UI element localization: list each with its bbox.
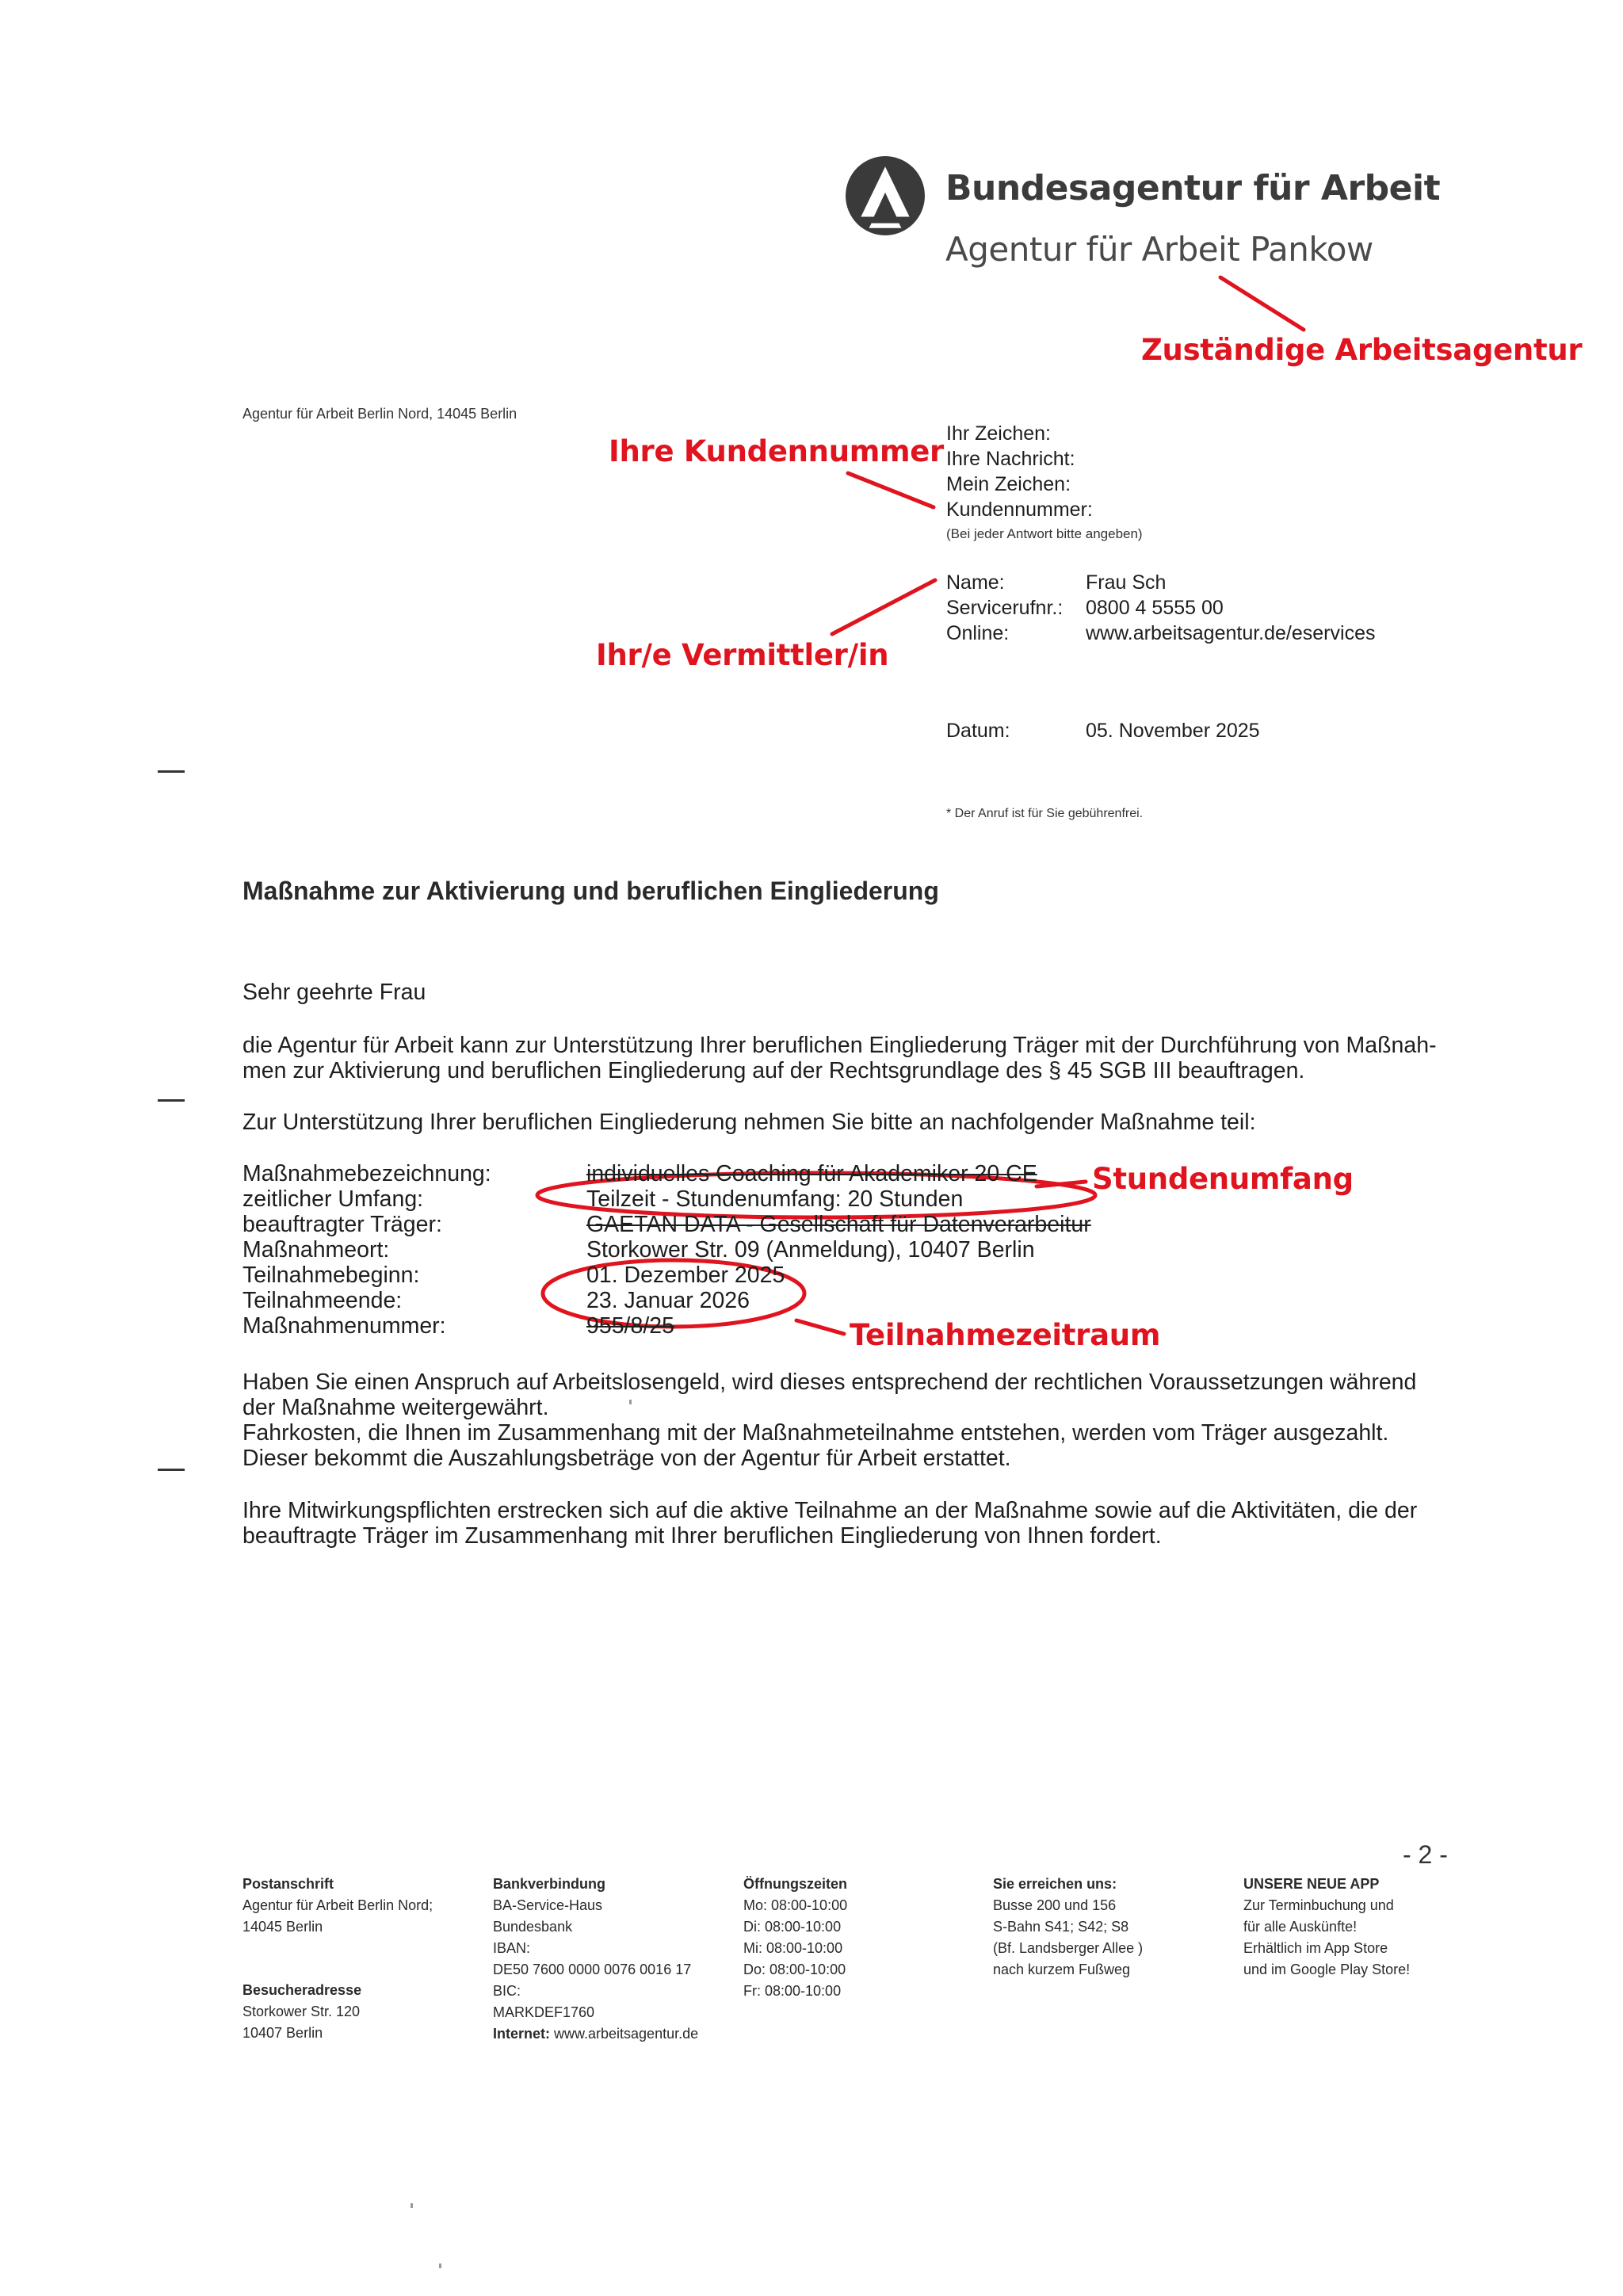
scan-speck <box>629 1400 632 1404</box>
ref-ihre-nachricht: Ihre Nachricht: <box>946 448 1075 470</box>
footer-internet-link[interactable]: www.arbeitsagentur.de <box>550 2026 699 2042</box>
footer-reach-title: Sie erreichen uns: <box>993 1876 1117 1892</box>
detail-label-nummer: Maßnahmenummer: <box>242 1313 446 1339</box>
footer-bank-line: MARKDEF1760 <box>493 2004 595 2020</box>
detail-label-umfang: zeitlicher Umfang: <box>242 1186 424 1212</box>
org-name: Bundesagentur für Arbeit <box>945 168 1441 208</box>
detail-label-bezeichnung: Maßnahmebezeichnung: <box>242 1161 491 1186</box>
footer-bank-line: DE50 7600 0000 0076 0016 17 <box>493 1962 692 1977</box>
footer-hours-line: Di: 08:00-10:00 <box>743 1919 842 1935</box>
footer-bank-title: Bankverbindung <box>493 1876 606 1892</box>
footer-besucheradresse <box>242 1980 361 2044</box>
ref-ihr-zeichen: Ihr Zeichen: <box>946 422 1052 445</box>
salutation: Sehr geehrte Frau <box>242 980 426 1005</box>
footer-postanschrift-line: 14045 Berlin <box>242 1919 323 1935</box>
annotation-hours: Stundenumfang <box>1092 1162 1354 1196</box>
call-footnote: * Der Anruf ist für Sie gebührenfrei. <box>946 807 1144 820</box>
footer-reach-line: (Bf. Landsberger Allee ) <box>993 1940 1144 1956</box>
paragraph-1-line-2: men zur Aktivierung und beruflichen Eingliederung auf der Rechtsgrundlage des § 45 SGB III beauftragen. <box>242 1058 1305 1083</box>
footer-internet-label: Internet: <box>493 2026 550 2042</box>
paragraph-1-line-1: die Agentur für Arbeit kann zur Unterstützung Ihrer beruflichen Eingliederung Träger mit der Durchführung von Maßnah- <box>242 1033 1437 1058</box>
contact-service-value: 0800 4 5555 00 <box>1086 597 1224 619</box>
footer-reach-line: nach kurzem Fußweg <box>993 1962 1131 1977</box>
fold-mark-middle <box>158 1099 185 1102</box>
paragraph-3-line-1: Haben Sie einen Anspruch auf Arbeitslosengeld, wird dieses entsprechend der rechtlichen Voraussetzungen während <box>242 1370 1417 1395</box>
annotation-customer-number: Ihre Kundennummer <box>609 434 944 468</box>
footer-bank-line: BIC: <box>493 1983 521 1999</box>
footer-app-line: für alle Auskünfte! <box>1243 1919 1358 1935</box>
detail-value-nummer: 955/8/25 <box>586 1313 674 1339</box>
detail-label-beginn: Teilnahmebeginn: <box>242 1263 420 1288</box>
footer-bank-line: IBAN: <box>493 1940 531 1956</box>
footer-besucheradresse-line: Storkower Str. 120 <box>242 2004 361 2019</box>
footer-hours-line: Fr: 08:00-10:00 <box>743 1983 842 1999</box>
contact-online-link[interactable]: www.arbeitsagentur.de/eservices <box>1086 622 1376 644</box>
ref-mein-zeichen: Mein Zeichen: <box>946 473 1071 495</box>
paragraph-2: Zur Unterstützung Ihrer beruflichen Eingliederung nehmen Sie bitte an nachfolgender Maßnahme teil: <box>242 1110 1256 1135</box>
footer-hours-line: Mo: 08:00-10:00 <box>743 1897 848 1913</box>
date-value: 05. November 2025 <box>1086 720 1260 742</box>
paragraph-3-line-2: der Maßnahme weitergewährt. <box>242 1395 549 1420</box>
detail-value-umfang: Teilzeit - Stundenumfang: 20 Stunden <box>586 1186 964 1212</box>
contact-online-label: Online: <box>946 622 1010 644</box>
scan-speck <box>439 2264 441 2268</box>
paragraph-3-line-3: Fahrkosten, die Ihnen im Zusammenhang mit der Maßnahmeteilnahme entstehen, werden vom Träger ausgezahlt. <box>242 1420 1389 1446</box>
annotation-agency: Zuständige Arbeitsagentur <box>1141 333 1583 367</box>
footer-postanschrift-title: Postanschrift <box>242 1876 334 1892</box>
paragraph-4-line-2: beauftragte Träger im Zusammenhang mit Ihrer beruflichen Eingliederung von Ihnen fordert. <box>242 1523 1162 1549</box>
detail-label-traeger: beauftragter Träger: <box>242 1212 442 1237</box>
annotation-period: Teilnahmezeitraum <box>850 1318 1161 1352</box>
ba-logo-icon <box>845 155 926 236</box>
footer-internet[interactable] <box>493 2023 698 2045</box>
footer-app-line: Zur Terminbuchung und <box>1243 1897 1394 1913</box>
footer-hours <box>743 1874 847 2002</box>
letter-subject: Maßnahme zur Aktivierung und beruflichen Eingliederung <box>242 877 939 905</box>
scan-speck <box>411 2203 413 2208</box>
footer-reach <box>993 1874 1143 1981</box>
agency-pointer-line <box>1220 277 1304 330</box>
footer-bank <box>493 1874 698 2045</box>
sender-line: Agentur für Arbeit Berlin Nord, 14045 Berlin <box>242 406 517 422</box>
detail-value-ende: 23. Januar 2026 <box>586 1288 750 1313</box>
footer-hours-line: Do: 08:00-10:00 <box>743 1962 846 1977</box>
paragraph-3-line-4: Dieser bekommt die Auszahlungsbeträge von der Agentur für Arbeit erstattet. <box>242 1446 1011 1471</box>
footer-app-title: UNSERE NEUE APP <box>1243 1876 1380 1892</box>
fold-mark-top <box>158 770 185 773</box>
ref-hint: (Bei jeder Antwort bitte angeben) <box>946 526 1143 541</box>
contact-name-value: Frau Sch <box>1086 571 1167 594</box>
hours-pointer-line <box>1037 1182 1086 1186</box>
footer-hours-line: Mi: 08:00-10:00 <box>743 1940 843 1956</box>
footer-postanschrift-line: Agentur für Arbeit Berlin Nord; <box>242 1897 433 1913</box>
footer-app-line: und im Google Play Store! <box>1243 1962 1411 1977</box>
detail-label-ende: Teilnahmeende: <box>242 1288 403 1313</box>
contact-name-label: Name: <box>946 571 1005 594</box>
detail-value-traeger: GAETAN DATA - Gesellschaft für Datenverarbeitur <box>586 1212 1091 1237</box>
footer-bank-line: Bundesbank <box>493 1919 573 1935</box>
date-label: Datum: <box>946 720 1010 742</box>
footer-reach-line: Busse 200 und 156 <box>993 1897 1117 1913</box>
period-pointer-line <box>796 1320 844 1334</box>
footer-hours-title: Öffnungszeiten <box>743 1876 847 1892</box>
footer-besucheradresse-line: 10407 Berlin <box>242 2025 323 2041</box>
footer-app-line: Erhältlich im App Store <box>1243 1940 1388 1956</box>
detail-label-ort: Maßnahmeort: <box>242 1237 390 1263</box>
detail-value-beginn: 01. Dezember 2025 <box>586 1263 785 1288</box>
customer-number-pointer-line <box>848 473 934 507</box>
footer-app <box>1243 1874 1410 1981</box>
org-subname: Agentur für Arbeit Pankow <box>945 230 1373 269</box>
page-number: - 2 - <box>1403 1840 1448 1869</box>
annotation-agent: Ihr/e Vermittler/in <box>596 638 889 672</box>
contact-service-label: Servicerufnr.: <box>946 597 1064 619</box>
footer-reach-line: S-Bahn S41; S42; S8 <box>993 1919 1129 1935</box>
agent-pointer-line <box>832 580 935 634</box>
detail-value-bezeichnung: individuelles Coaching für Akademiker 20 CE <box>586 1161 1037 1186</box>
ref-kundennummer: Kundennummer: <box>946 499 1093 521</box>
detail-value-ort: Storkower Str. 09 (Anmeldung), 10407 Berlin <box>586 1237 1035 1263</box>
footer-bank-line: BA-Service-Haus <box>493 1897 603 1913</box>
footer-postanschrift <box>242 1874 433 1938</box>
fold-mark-bottom <box>158 1469 185 1471</box>
footer-besucheradresse-title: Besucheradresse <box>242 1982 362 1998</box>
paragraph-4-line-1: Ihre Mitwirkungspflichten erstrecken sich auf die aktive Teilnahme an der Maßnahme sowie auf die Aktivitäten, die der <box>242 1498 1418 1523</box>
